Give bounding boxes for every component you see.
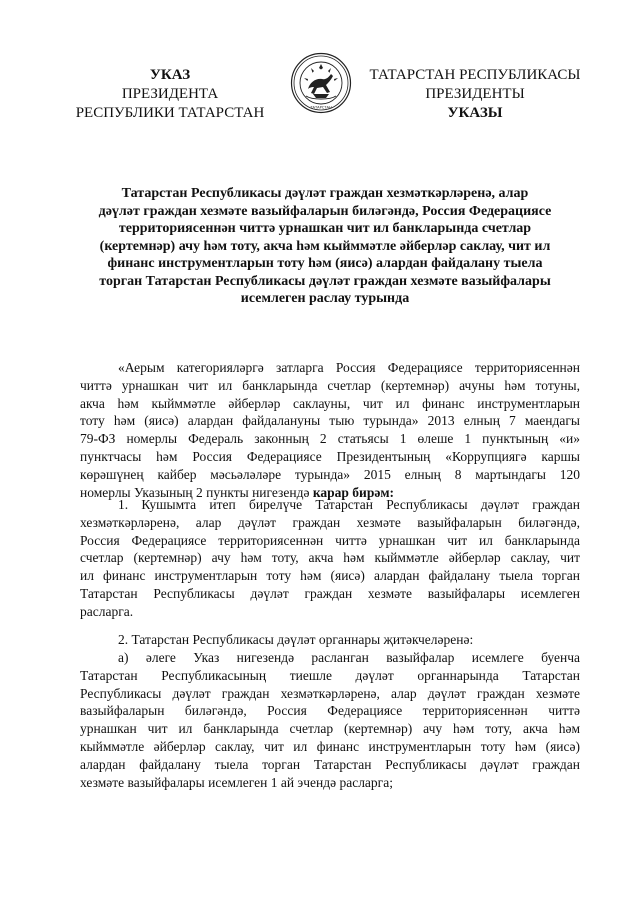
- paragraph-line: Татарстан Республикасы дәүләт граждан хезмәте вазыйфалары исемлеген: [80, 585, 580, 601]
- paragraph-line: читтә урнашкан чит ил банкларында счетлар (кертемнәр) ачуны һәм тотуны,: [80, 377, 580, 393]
- header-right-line2: ПРЕЗИДЕНТЫ: [425, 86, 525, 102]
- title-line: Татарстан Республикасы дәүләт граждан хезмәткәрләренә, алар: [121, 186, 529, 201]
- title-line: дәүләт граждан хезмәте вазыйфаларын биләгәндә, Россия Федерациясе: [98, 203, 552, 219]
- title-line: исемлеген раслау турында: [240, 291, 410, 306]
- preamble-paragraph: [80, 359, 580, 501]
- paragraph-line: кыйммәтле әйберләр саклау, чит ил финанс инструментларын тоту һәм (яисә): [80, 738, 580, 754]
- clause-2a-paragraph: [80, 649, 580, 791]
- clause-1-paragraph: [80, 496, 580, 621]
- header-right: [360, 66, 590, 123]
- paragraph-line: 79-ФЗ номерлы Федераль законның 2 статьясы 1 өлеше 1 пунктының «и»: [80, 431, 580, 447]
- paragraph-line: акча һәм кыйммәтле әйберләр саклауны, чит ил финанс инструментларын: [80, 395, 580, 411]
- document-title: [60, 185, 590, 308]
- header-right-line1: ТАТАРСТАН РЕСПУБЛИКАСЫ: [369, 67, 581, 83]
- header-left-line2: ПРЕЗИДЕНТА: [121, 86, 219, 102]
- paragraph-line: 2. Татарстан Республикасы дәүләт органнары җитәкчеләренә:: [118, 632, 474, 647]
- paragraph-line: Республикасы дәүләт граждан хезмәткәрләренә, алар дәүләт граждан хезмәте: [80, 685, 580, 701]
- paragraph-line: ил финанс инструментларын тоту һәм (яисә) алардан файдалану тыела торган: [80, 568, 580, 584]
- header-left: [70, 66, 270, 123]
- paragraph-line: вазыйфаларын биләгәндә, Россия Федерациясе территориясеннән читтә: [80, 703, 580, 719]
- emblem-ring-text: ТАТАРСТАН: [310, 105, 332, 110]
- paragraph-line: счетлар (кертемнәр) ачу һәм тоту, акча һәм кыйммәтле әйберләр саклау, чит: [80, 550, 580, 566]
- title-line: торган Татарстан Республикасы дәүләт граждан хезмәте вазыйфалары: [99, 273, 551, 289]
- clause-2-paragraph: [80, 631, 580, 649]
- paragraph-line: тоту һәм (яисә) алардан файдалануны тыю турында» 2013 елның 7 маендагы: [80, 413, 580, 429]
- paragraph-line: а) әлеге Указ нигезендә расланган вазыйфалар исемлеге буенча: [118, 650, 580, 665]
- paragraph-line-text: номерлы Указының 2 пункты нигезендә: [80, 484, 313, 500]
- paragraph-line: расларга.: [80, 603, 134, 619]
- paragraph-line: урнашкан чит ил банкларында счетлар (кертемнәр) ачу һәм тоту, акча һәм: [80, 721, 580, 737]
- paragraph-line: көрәшүнең кайбер мәсьәләләре турында» 2015 елның 8 мартындагы 120: [80, 466, 580, 482]
- paragraph-line: 1. Кушымта итеп бирелүче Татарстан Республикасы дәүләт граждан: [118, 497, 580, 512]
- paragraph-line: пунктчасы һәм Россия Федерациясе Президентының «Коррупциягә каршы: [80, 448, 580, 464]
- header-left-line3: РЕСПУБЛИКИ ТАТАРСТАН: [75, 105, 265, 121]
- title-line: финанс инструментларын тоту һәм (яисә) алардан файдалану тыела: [107, 256, 543, 271]
- paragraph-line: хезмәткәрләренә, алар дәүләт граждан хезмәте вазыйфаларын биләгәндә,: [80, 514, 580, 530]
- title-line: территориясеннән читтә урнашкан чит ил банкларында счетлар: [118, 221, 532, 236]
- title-line: (кертемнәр) ачу һәм тоту, акча һәм кыйммәтле әйберләр саклау, чит ил: [99, 238, 551, 254]
- resolution-phrase: карар бирәм:: [312, 484, 395, 500]
- header-right-line3: УКАЗЫ: [447, 105, 503, 121]
- paragraph-line: алардан файдалану тыела торган Татарстан Республикасы дәүләт граждан: [80, 756, 580, 772]
- coat-of-arms-emblem: [290, 52, 352, 114]
- header-left-line1: УКАЗ: [149, 67, 191, 83]
- paragraph-line: Татарстан Республикасының тиешле дәүләт органнарында Татарстан: [80, 667, 580, 683]
- paragraph-line: «Аерым категорияләргә затларга Россия Федерациясе территориясеннән: [118, 360, 580, 375]
- paragraph-line: Россия Федерациясе территориясеннән читтә урнашкан чит ил банкларында: [80, 532, 580, 548]
- paragraph-line: хезмәте вазыйфалары исемлеген 1 ай эчендә расларга;: [80, 774, 393, 790]
